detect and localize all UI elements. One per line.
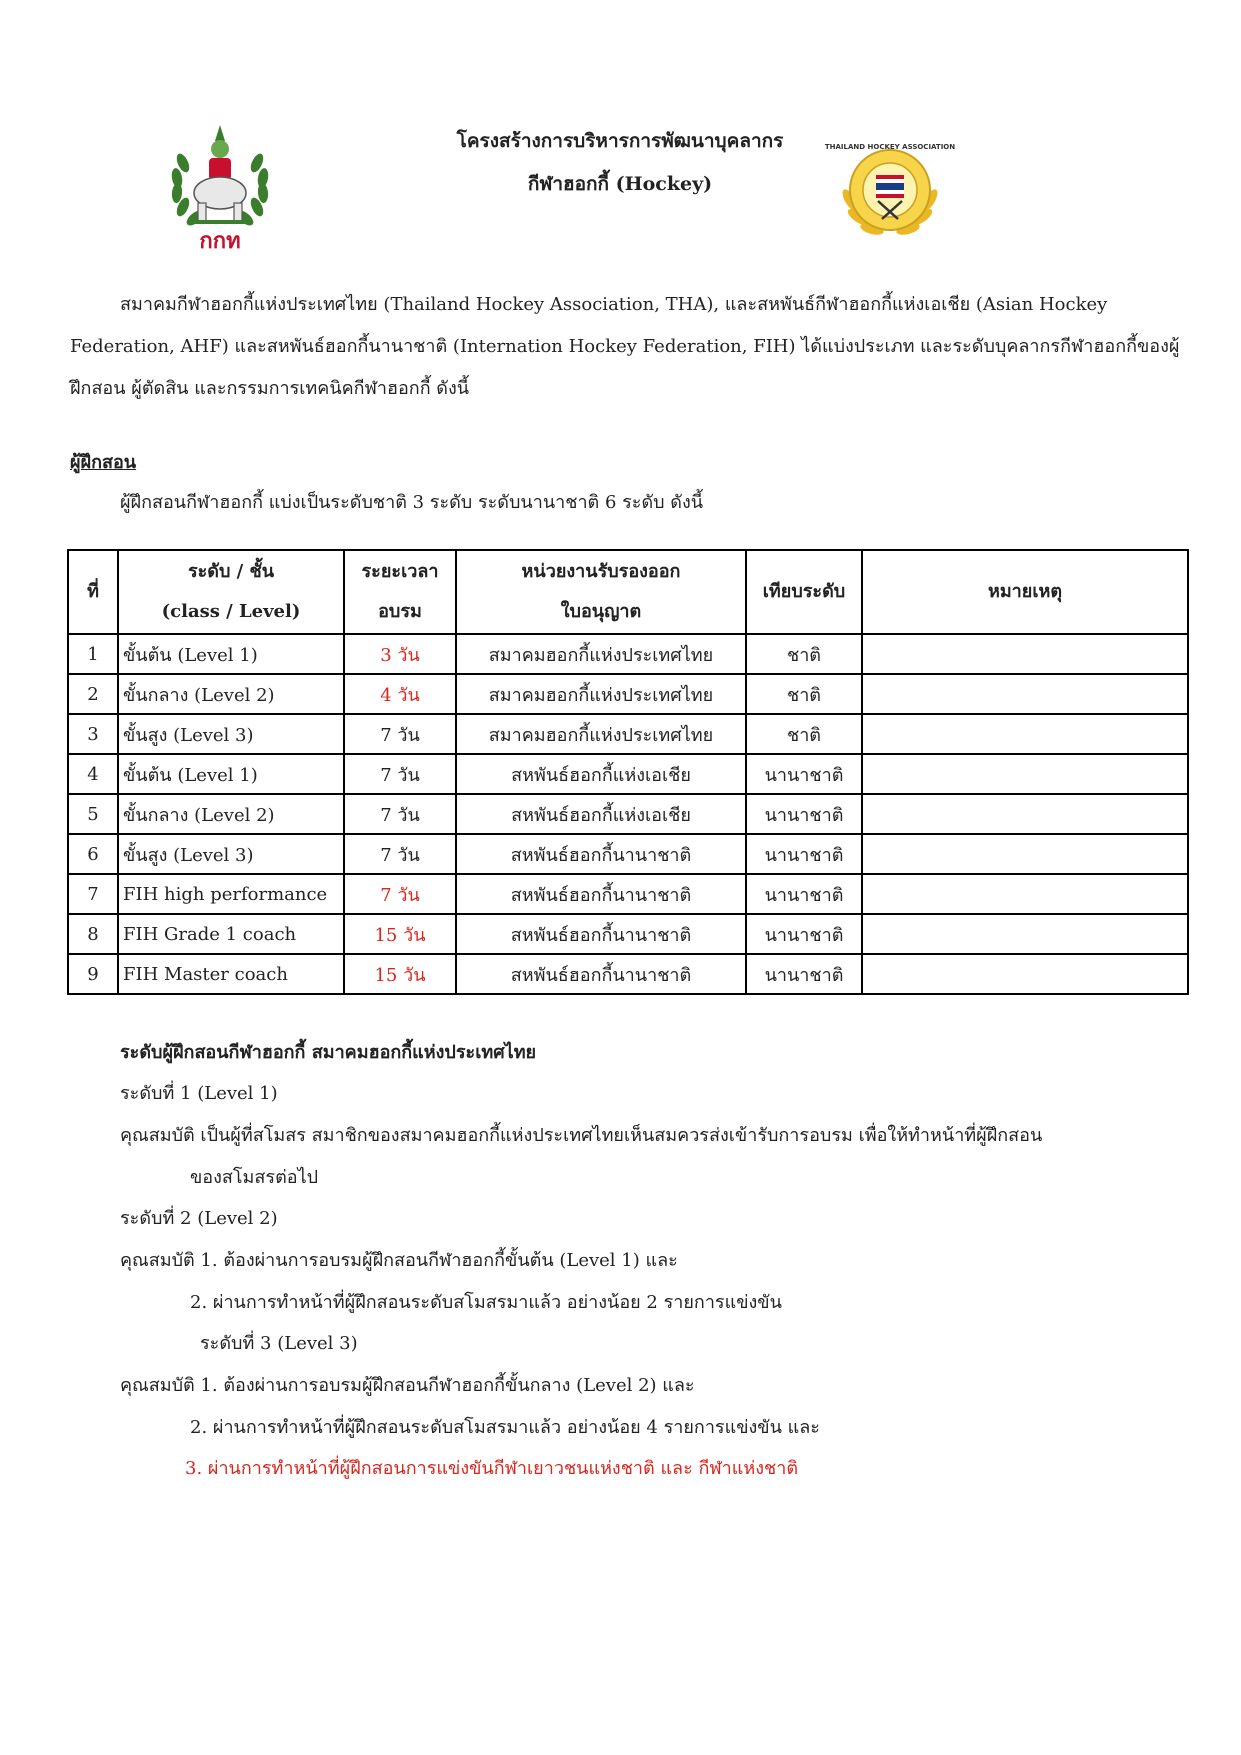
sat-logo	[165, 123, 275, 254]
level2-qualification-1: คุณสมบัติ 1. ต้องผ่านการอบรมผู้ฝึกสอนกีฬาฮอกกี้ขั้นต้น (Level 1) และ	[120, 1250, 678, 1271]
row-level: ขั้นต้น (Level 1)	[118, 754, 344, 794]
row-equivalent: นานาชาติ	[746, 954, 862, 994]
row-duration: 7 วัน	[344, 794, 456, 834]
row-equivalent: นานาชาติ	[746, 834, 862, 874]
level3-qualification-2: 2. ผ่านการทำหน้าที่ผู้ฝึกสอนระดับสโมสรมาแล้ว อย่างน้อย 4 รายการแข่งขัน และ	[190, 1417, 820, 1438]
table-row	[68, 834, 1188, 874]
table-row	[68, 954, 1188, 994]
document-title: โครงสร้างการบริหารการพัฒนาบุคลากร	[456, 130, 784, 152]
row-number: 1	[68, 634, 118, 674]
header-agency-line1: หน่วยงานรับรองออก	[521, 561, 681, 582]
header-level	[118, 550, 344, 634]
levels-heading: ระดับผู้ฝึกสอนกีฬาฮอกกี้ สมาคมฮอกกี้แห่งประเทศไทย	[120, 1042, 537, 1063]
row-number: 3	[68, 714, 118, 754]
level2-title: ระดับที่ 2 (Level 2)	[120, 1208, 278, 1229]
coach-summary: ผู้ฝึกสอนกีฬาฮอกกี้ แบ่งเป็นระดับชาติ 3 ระดับ ระดับนานาชาติ 6 ระดับ ดังนี้	[120, 492, 704, 513]
row-number: 7	[68, 874, 118, 914]
row-duration: 15 วัน	[344, 954, 456, 994]
row-duration: 7 วัน	[344, 714, 456, 754]
row-agency: สหพันธ์ฮอกกี้นานาชาติ	[456, 834, 746, 874]
row-level: ขั้นกลาง (Level 2)	[118, 794, 344, 834]
header-duration	[344, 550, 456, 634]
table-row	[68, 674, 1188, 714]
row-remark	[862, 634, 1188, 674]
row-duration: 7 วัน	[344, 754, 456, 794]
row-number: 5	[68, 794, 118, 834]
row-equivalent: ชาติ	[746, 714, 862, 754]
row-equivalent: ชาติ	[746, 634, 862, 674]
header-equivalent: เทียบระดับ	[746, 550, 862, 634]
level1-qualification-line1: คุณสมบัติ เป็นผู้ที่สโมสร สมาชิกของสมาคมฮอกกี้แห่งประเทศไทยเห็นสมควรส่งเข้ารับการอบรม เพื่อให้ทำหน้าที่ผู้ฝึกสอน	[120, 1125, 1043, 1146]
row-equivalent: นานาชาติ	[746, 794, 862, 834]
row-level: ขั้นสูง (Level 3)	[118, 834, 344, 874]
table-row	[68, 874, 1188, 914]
row-remark	[862, 794, 1188, 834]
row-remark	[862, 754, 1188, 794]
row-equivalent: นานาชาติ	[746, 914, 862, 954]
row-number: 4	[68, 754, 118, 794]
row-level: FIH Grade 1 coach	[118, 914, 344, 954]
level1-qualification-line2: ของสโมสรต่อไป	[190, 1167, 319, 1188]
row-duration: 3 วัน	[344, 634, 456, 674]
row-agency: สหพันธ์ฮอกกี้นานาชาติ	[456, 914, 746, 954]
level1-title: ระดับที่ 1 (Level 1)	[120, 1083, 278, 1104]
level3-qualification-3: 3. ผ่านการทำหน้าที่ผู้ฝึกสอนการแข่งขันกีฬาเยาวชนแห่งชาติ และ กีฬาแห่งชาติ	[185, 1458, 799, 1479]
row-level: FIH Master coach	[118, 954, 344, 994]
intro-paragraph: สมาคมกีฬาฮอกกี้แห่งประเทศไทย (Thailand Hockey Association, THA), และสหพันธ์กีฬาฮอกกี้แห่งเอเชีย (Asian Hockey Federation, AHF) และสหพันธ์ฮอกกี้นานาชาติ (Internation Hockey Federation, FIH) ได้แบ่งประเภท และระดับบุคลากรกีฬาฮอกกี้ของผู้ฝึกสอน ผู้ตัดสิน และกรรมการเทคนิคกีฬาฮอกกี้ ดังนี้	[70, 294, 1180, 399]
row-agency: สมาคมฮอกกี้แห่งประเทศไทย	[456, 714, 746, 754]
coach-heading: ผู้ฝึกสอน	[70, 452, 137, 473]
document-subtitle: กีฬาฮอกกี้ (Hockey)	[527, 173, 713, 195]
row-level: ขั้นกลาง (Level 2)	[118, 674, 344, 714]
header-remark: หมายเหตุ	[862, 550, 1188, 634]
table-row	[68, 794, 1188, 834]
header-no: ที่	[68, 550, 118, 634]
row-duration: 4 วัน	[344, 674, 456, 714]
row-remark	[862, 834, 1188, 874]
row-duration: 15 วัน	[344, 914, 456, 954]
tha-logo-text: THAILAND HOCKEY ASSOCIATION	[824, 143, 956, 151]
row-number: 6	[68, 834, 118, 874]
row-equivalent: นานาชาติ	[746, 874, 862, 914]
row-equivalent: นานาชาติ	[746, 754, 862, 794]
table-row	[68, 714, 1188, 754]
row-number: 9	[68, 954, 118, 994]
row-remark	[862, 714, 1188, 754]
row-level: FIH high performance	[118, 874, 344, 914]
row-number: 8	[68, 914, 118, 954]
header-level-line2: (class / Level)	[161, 601, 301, 622]
coach-levels-table	[67, 549, 1189, 995]
row-level: ขั้นสูง (Level 3)	[118, 714, 344, 754]
level3-qualification-1: คุณสมบัติ 1. ต้องผ่านการอบรมผู้ฝึกสอนกีฬาฮอกกี้ขั้นกลาง (Level 2) และ	[120, 1375, 695, 1396]
header-duration-line2: อบรม	[378, 601, 422, 622]
row-duration: 7 วัน	[344, 874, 456, 914]
row-equivalent: ชาติ	[746, 674, 862, 714]
row-agency: สหพันธ์ฮอกกี้แห่งเอเชีย	[456, 794, 746, 834]
sat-logo-text: กกท	[199, 229, 241, 254]
level3-title: ระดับที่ 3 (Level 3)	[200, 1333, 358, 1354]
row-level: ขั้นต้น (Level 1)	[118, 634, 344, 674]
table-row	[68, 914, 1188, 954]
row-remark	[862, 914, 1188, 954]
table-row	[68, 754, 1188, 794]
header-agency	[456, 550, 746, 634]
level2-qualification-2: 2. ผ่านการทำหน้าที่ผู้ฝึกสอนระดับสโมสรมาแล้ว อย่างน้อย 2 รายการแข่งขัน	[190, 1292, 782, 1313]
header-level-line1: ระดับ / ชั้น	[187, 561, 275, 582]
header-agency-line2: ใบอนุญาต	[560, 601, 642, 622]
row-remark	[862, 674, 1188, 714]
row-remark	[862, 954, 1188, 994]
row-agency: สหพันธ์ฮอกกี้นานาชาติ	[456, 874, 746, 914]
table-row	[68, 634, 1188, 674]
row-duration: 7 วัน	[344, 834, 456, 874]
row-agency: สมาคมฮอกกี้แห่งประเทศไทย	[456, 634, 746, 674]
table-header-row	[68, 550, 1188, 634]
row-number: 2	[68, 674, 118, 714]
header-duration-line1: ระยะเวลา	[361, 561, 439, 582]
row-agency: สหพันธ์ฮอกกี้แห่งเอเชีย	[456, 754, 746, 794]
row-remark	[862, 874, 1188, 914]
row-agency: สมาคมฮอกกี้แห่งประเทศไทย	[456, 674, 746, 714]
row-agency: สหพันธ์ฮอกกี้นานาชาติ	[456, 954, 746, 994]
